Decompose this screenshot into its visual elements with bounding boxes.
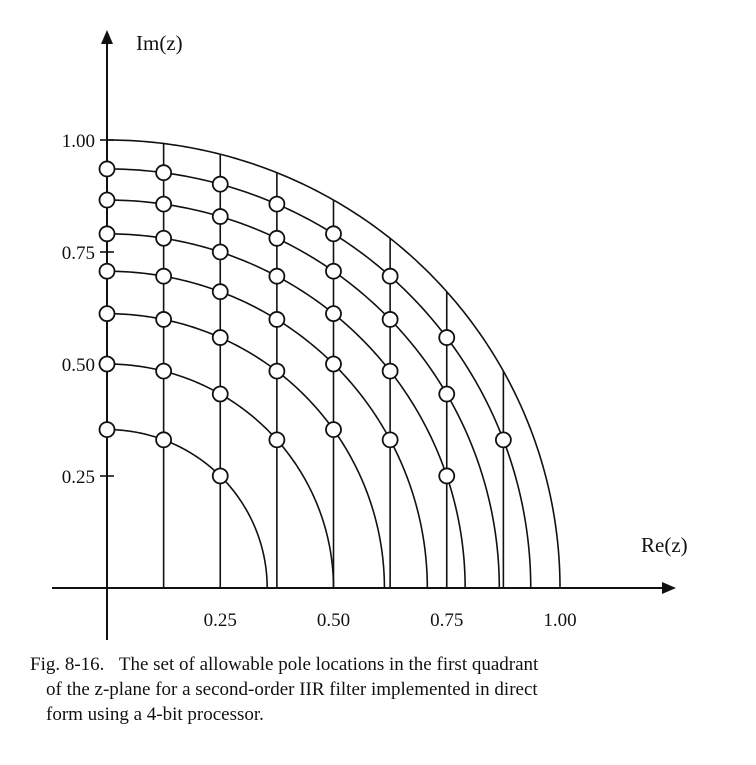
y-tick-label-4: 1.00 [61, 131, 95, 152]
x-axis-arrowhead [662, 582, 676, 594]
pole-marker-28 [326, 422, 341, 437]
pole-marker-30 [326, 306, 341, 321]
radius-arc-7 [107, 169, 531, 588]
pole-marker-37 [439, 468, 454, 483]
pole-marker-31 [326, 264, 341, 279]
pole-marker-29 [326, 357, 341, 372]
radius-arc-5 [107, 234, 465, 588]
caption-line-3: form using a 4-bit processor. [46, 704, 264, 725]
pole-marker-22 [269, 432, 284, 447]
pole-marker-16 [213, 387, 228, 402]
pole-marker-6 [100, 193, 115, 208]
pole-marker-11 [156, 269, 171, 284]
figure-caption [30, 652, 742, 727]
radius-arc-3 [107, 314, 384, 588]
x-tick-label-3: 0.75 [430, 610, 464, 631]
pole-marker-2 [100, 357, 115, 372]
pole-marker-9 [156, 364, 171, 379]
pole-marker-32 [326, 226, 341, 241]
pole-marker-7 [100, 161, 115, 176]
pole-marker-13 [156, 197, 171, 212]
pole-marker-27 [269, 197, 284, 212]
pole-marker-10 [156, 312, 171, 327]
pole-marker-1 [100, 422, 115, 437]
pole-marker-36 [383, 269, 398, 284]
pole-marker-18 [213, 284, 228, 299]
pole-marker-21 [213, 177, 228, 192]
radius-arc-1 [107, 430, 267, 588]
caption-text-1: The set of allowable pole locations in the first quadrant [118, 654, 539, 675]
pole-marker-20 [213, 209, 228, 224]
x-tick-label-1: 0.25 [203, 610, 237, 631]
pole-marker-24 [269, 312, 284, 327]
pole-marker-33 [383, 432, 398, 447]
pole-marker-23 [269, 364, 284, 379]
y-axis-label: Im(z) [136, 31, 183, 55]
y-tick-label-2: 0.50 [61, 355, 95, 376]
pole-marker-25 [269, 269, 284, 284]
pole-marker-3 [100, 306, 115, 321]
caption-line-2: of the z-plane for a second-order IIR filter implemented in direct [46, 679, 538, 700]
pole-marker-39 [439, 330, 454, 345]
x-tick-labels [204, 610, 577, 631]
x-axis-label: Re(z) [641, 533, 688, 557]
y-axis-arrowhead [101, 30, 113, 44]
pole-marker-4 [100, 264, 115, 279]
pole-markers [100, 161, 511, 483]
pole-marker-17 [213, 330, 228, 345]
pole-marker-34 [383, 364, 398, 379]
pole-marker-15 [213, 468, 228, 483]
pole-marker-26 [269, 231, 284, 246]
y-tick-label-1: 0.25 [61, 467, 95, 488]
pole-marker-14 [156, 165, 171, 180]
caption-line-1 [30, 652, 742, 677]
pole-marker-5 [100, 226, 115, 241]
pole-marker-12 [156, 231, 171, 246]
pole-marker-19 [213, 244, 228, 259]
x-tick-label-2: 0.50 [316, 610, 351, 631]
pole-marker-40 [496, 432, 511, 447]
axes [52, 30, 676, 640]
pole-marker-38 [439, 387, 454, 402]
y-tick-label-3: 0.75 [61, 243, 95, 264]
pole-marker-35 [383, 312, 398, 327]
pole-marker-8 [156, 432, 171, 447]
figure-label: Fig. 8-16. [30, 654, 105, 675]
x-tick-label-4: 1.00 [543, 610, 577, 631]
